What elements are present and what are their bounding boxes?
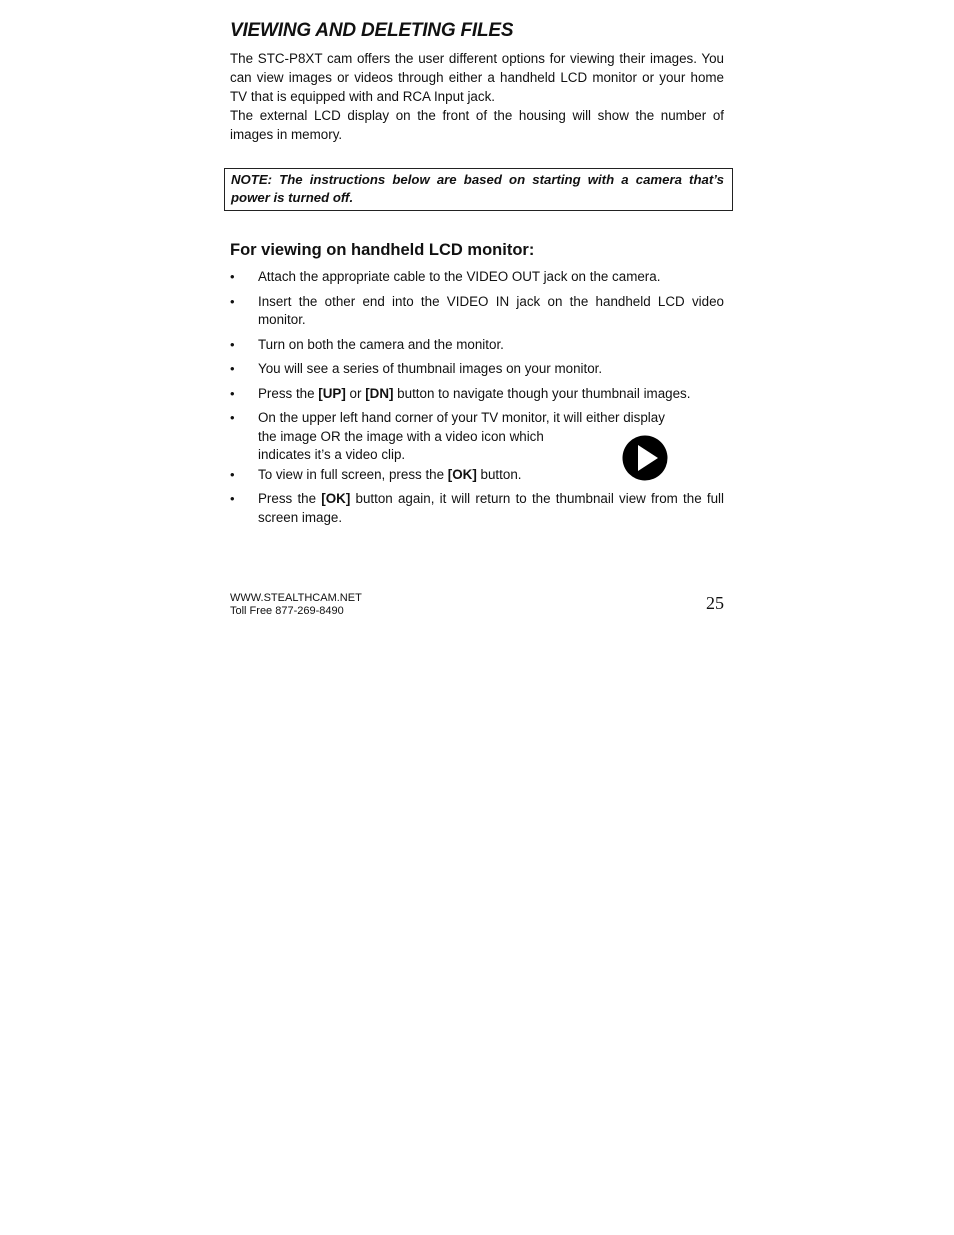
dn-button-label: [DN] bbox=[365, 385, 394, 401]
list-item bbox=[230, 268, 724, 287]
handheld-heading: For viewing on handheld LCD monitor: bbox=[230, 241, 535, 259]
list-item bbox=[230, 490, 724, 527]
bullet-icon: • bbox=[230, 410, 235, 425]
ok-button-label: [OK] bbox=[447, 466, 477, 482]
list-item bbox=[230, 385, 724, 404]
play-circle-icon bbox=[622, 435, 668, 481]
footer-phone: Toll Free 877-269-8490 bbox=[230, 604, 344, 617]
footer-contact bbox=[230, 592, 362, 617]
note-box bbox=[224, 168, 733, 211]
footer-website: WWW.STEALTHCAM.NET bbox=[230, 592, 362, 604]
intro-paragraph: The STC-P8XT cam offers the user different options for viewing their images. You can view images or videos through either a handheld LCD monitor or your home TV that is equipped with and RCA Input jack. bbox=[230, 51, 724, 104]
bullet-icon: • bbox=[230, 361, 235, 376]
bullet-icon: • bbox=[230, 269, 235, 284]
instruction-list bbox=[230, 268, 724, 533]
step-text-part: button to navigate though your thumbnail images. bbox=[393, 385, 691, 401]
bullet-icon: • bbox=[230, 385, 235, 401]
list-item bbox=[230, 336, 724, 355]
up-button-label: [UP] bbox=[318, 385, 346, 401]
bullet-icon: • bbox=[230, 293, 235, 309]
note-text: NOTE: The instructions below are based on starting with a camera that’s power is turned off. bbox=[231, 172, 724, 205]
step-text-part: button again, it will return to the thumbnail view from the full screen image. bbox=[258, 491, 724, 525]
step-text-part: button. bbox=[476, 466, 522, 482]
step-text: You will see a series of thumbnail images on your monitor. bbox=[258, 361, 603, 376]
ok-button-label: [OK] bbox=[321, 491, 351, 506]
step-text-line: indicates it’s a video clip. bbox=[258, 447, 406, 462]
intro-text bbox=[230, 49, 724, 144]
section-title: VIEWING AND DELETING FILES bbox=[230, 20, 514, 41]
bullet-icon: • bbox=[230, 336, 235, 352]
step-text-part: To view in full screen, press the bbox=[258, 466, 448, 482]
bullet-icon: • bbox=[230, 491, 235, 506]
step-text-line: On the upper left hand corner of your TV monitor, it will either display bbox=[258, 410, 665, 425]
step-text bbox=[258, 410, 665, 462]
step-text-part: Press the bbox=[258, 385, 319, 401]
step-text bbox=[258, 467, 521, 482]
bullet-icon: • bbox=[230, 466, 235, 482]
intro-paragraph: The external LCD display on the front of the housing will show the number of images in memory. bbox=[230, 108, 724, 142]
step-text-part: Press the bbox=[258, 491, 322, 506]
step-text-part: or bbox=[345, 385, 366, 401]
step-text-line: the image OR the image with a video icon which bbox=[258, 428, 544, 444]
step-text bbox=[258, 491, 724, 525]
list-item bbox=[230, 360, 724, 379]
step-text bbox=[258, 386, 690, 401]
step-text: Turn on both the camera and the monitor. bbox=[258, 336, 504, 352]
page-number: 25 bbox=[706, 593, 724, 613]
step-text: Insert the other end into the VIDEO IN jack on the handheld LCD video monitor. bbox=[258, 293, 724, 327]
step-text: Attach the appropriate cable to the VIDEO OUT jack on the camera. bbox=[258, 269, 661, 284]
list-item bbox=[230, 293, 724, 330]
